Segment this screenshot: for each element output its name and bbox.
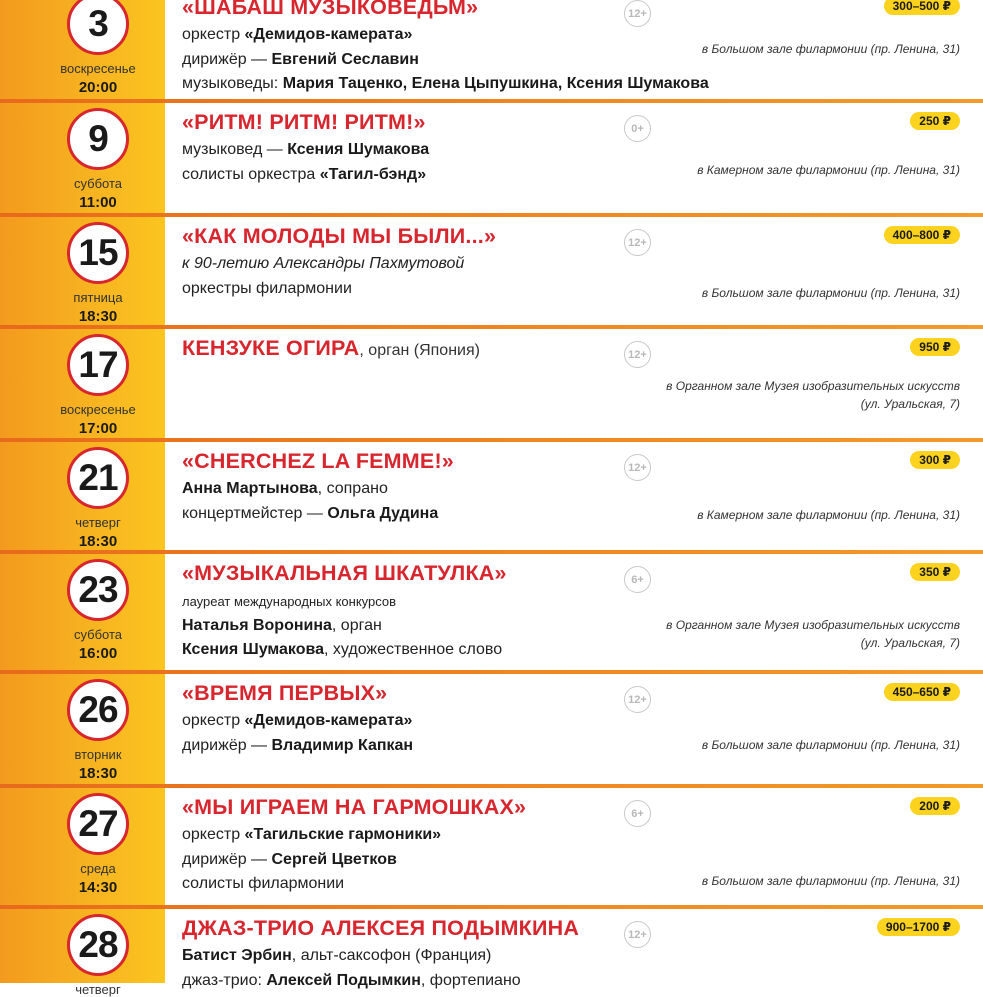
age-rating-icon: 0+ [624,115,651,142]
performer-line [182,505,438,523]
performer-name: Батист Эрбин [182,947,292,964]
event-weekday: пятница [73,290,123,305]
event-title-text: «ВРЕМЯ ПЕРВЫХ» [182,681,388,705]
performer-text: оркестры филармонии [182,279,352,297]
age-rating-icon: 12+ [624,686,651,713]
price-badge: 200 ₽ [910,797,960,815]
performer-text: концертмейстер — [182,504,328,522]
performer-text: солисты филармонии [182,875,345,892]
venue-text: в Камерном зале филармонии (пр. Ленина, 31) [697,163,960,177]
performer-name: Владимир Капкан [271,736,414,754]
performer-text: музыковед — [182,141,288,158]
performer-name: «Демидов-камерата» [244,712,413,729]
event-title[interactable] [182,224,496,249]
date-circle: 9 [67,108,129,170]
event-title-text: КЕНЗУКЕ ОГИРА [182,336,360,360]
date-circle: 23 [67,559,129,621]
date-circle: 27 [67,793,129,855]
venue-text: (ул. Уральская, 7) [860,636,960,650]
performer-name: Алексей Подымкин [266,971,421,989]
performer-line [182,26,412,44]
event-weekday: четверг [75,515,121,530]
venue-text: в Большом зале филармонии (пр. Ленина, 31) [701,874,960,888]
event-title[interactable] [182,795,526,820]
event-title-text: «КАК МОЛОДЫ МЫ БЫЛИ...» [182,224,497,248]
row-separator [0,438,983,442]
performer-text: оркестр [182,712,245,729]
age-rating-icon: 12+ [624,229,651,256]
performer-text: , сопрано [317,480,388,497]
event-weekday: суббота [73,176,123,191]
performer-name: Ксения Шумакова [182,641,325,658]
performer-name: Евгений Сеславин [271,50,419,68]
performer-line [182,51,419,69]
event-time: 14:30 [78,879,118,896]
performer-text: солисты оркестра [182,165,320,183]
event-weekday: среда [80,861,116,876]
row-separator [0,213,983,217]
event-time: 18:30 [78,765,118,782]
row-separator [0,670,983,674]
date-circle: 17 [67,334,129,396]
date-circle: 15 [67,222,129,284]
event-title-note: , орган (Япония) [359,342,480,359]
performer-name: Сергей Цветков [271,850,397,868]
venue-text: в Органном зале Музея изобразительных искусств [666,618,960,632]
performer-line [182,75,709,93]
price-badge: 350 ₽ [910,563,960,581]
event-time: 17:00 [78,420,118,437]
age-rating-icon: 12+ [624,454,651,481]
event-weekday: суббота [73,627,123,642]
performer-text: , альт-саксофон (Франция) [291,947,492,964]
row-separator [0,784,983,788]
price-badge: 300 ₽ [910,451,960,469]
performer-name: «Тагил-бэнд» [319,165,427,183]
event-time: 18:30 [78,533,118,550]
row-separator [0,905,983,909]
age-rating-icon: 12+ [624,341,651,368]
performer-line [182,280,352,298]
venue-text: в Камерном зале филармонии (пр. Ленина, 31) [697,508,960,522]
date-circle: 28 [67,914,129,976]
performer-text: музыковеды: [182,75,283,92]
performer-text: , орган [331,616,382,634]
performer-line [182,166,426,184]
age-rating-icon: 6+ [624,800,651,827]
age-rating-icon: 12+ [624,0,651,27]
date-circle: 21 [67,447,129,509]
performer-text: лауреат международных конкурсов [182,594,397,609]
performer-line [182,255,464,273]
price-badge: 300–500 ₽ [884,0,960,15]
performer-line [182,826,441,844]
performer-line [182,594,396,609]
event-time: 16:00 [78,645,118,662]
event-title[interactable] [182,916,579,941]
performer-name: Мария Таценко, Елена Цыпушкина, Ксения Шумакова [282,75,709,92]
performer-name: Наталья Воронина [182,616,332,634]
price-badge: 400–800 ₽ [884,226,960,244]
age-rating-icon: 12+ [624,921,651,948]
price-badge: 900–1700 ₽ [877,918,960,936]
performer-text: дирижёр — [182,736,272,754]
price-badge: 250 ₽ [910,112,960,130]
event-time: 18:30 [78,308,118,325]
performer-name: Ксения Шумакова [287,141,430,158]
age-rating-icon: 6+ [624,566,651,593]
row-separator [0,99,983,103]
performer-text: оркестр [182,26,245,43]
performer-name: «Демидов-камерата» [244,26,413,43]
venue-text: в Большом зале филармонии (пр. Ленина, 31) [701,286,960,300]
date-circle: 3 [67,0,129,55]
event-weekday: вторник [74,747,122,762]
row-separator [0,550,983,554]
event-title[interactable] [182,561,507,586]
performer-line [182,480,388,498]
price-badge: 950 ₽ [910,338,960,356]
performer-line [182,617,382,635]
date-circle: 26 [67,679,129,741]
performer-line [182,641,502,659]
performer-line [182,737,413,755]
performer-text: , художественное слово [324,641,503,658]
event-title-text: «МУЗЫКАЛЬНАЯ ШКАТУЛКА» [182,561,507,585]
event-title[interactable] [182,336,480,361]
event-time: 11:00 [79,194,117,211]
performer-name: Анна Мартынова [182,480,318,497]
performer-text: дирижёр — [182,50,272,68]
event-title[interactable] [182,110,426,135]
event-title-text: ДЖАЗ-ТРИО АЛЕКСЕЯ ПОДЫМКИНА [182,916,580,940]
event-title[interactable] [182,681,387,706]
performer-line [182,875,344,893]
event-title-text: «МЫ ИГРАЕМ НА ГАРМОШКАХ» [182,795,527,819]
event-title-text: «CHERCHEZ LA FEMME!» [182,449,454,473]
performer-name: «Тагильские гармоники» [244,826,442,843]
performer-line [182,947,491,965]
performer-text: к 90-летию Александры Пахмутовой [182,255,465,272]
venue-text: в Большом зале филармонии (пр. Ленина, 31) [701,42,960,56]
performer-line [182,141,429,159]
event-title[interactable] [182,449,454,474]
event-title-text: «РИТМ! РИТМ! РИТМ!» [182,110,426,134]
performer-text: оркестр [182,826,245,843]
venue-text: в Большом зале филармонии (пр. Ленина, 31) [701,738,960,752]
performer-line [182,851,397,869]
event-weekday: воскресенье [60,61,136,76]
event-time: 20:00 [78,79,118,96]
performer-text: джаз-трио: [182,971,267,989]
venue-text: (ул. Уральская, 7) [860,397,960,411]
performer-line [182,712,412,730]
event-title[interactable] [182,0,478,20]
performer-name: Ольга Дудина [327,504,439,522]
event-weekday: четверг [75,982,121,997]
event-weekday: воскресенье [60,402,136,417]
row-separator [0,325,983,329]
event-title-text: «ШАБАШ МУЗЫКОВЕДЬМ» [182,0,479,19]
performer-text: дирижёр — [182,850,272,868]
performer-line [182,972,521,990]
price-badge: 450–650 ₽ [884,683,960,701]
performer-text: , фортепиано [420,971,521,989]
venue-text: в Органном зале Музея изобразительных искусств [666,379,960,393]
